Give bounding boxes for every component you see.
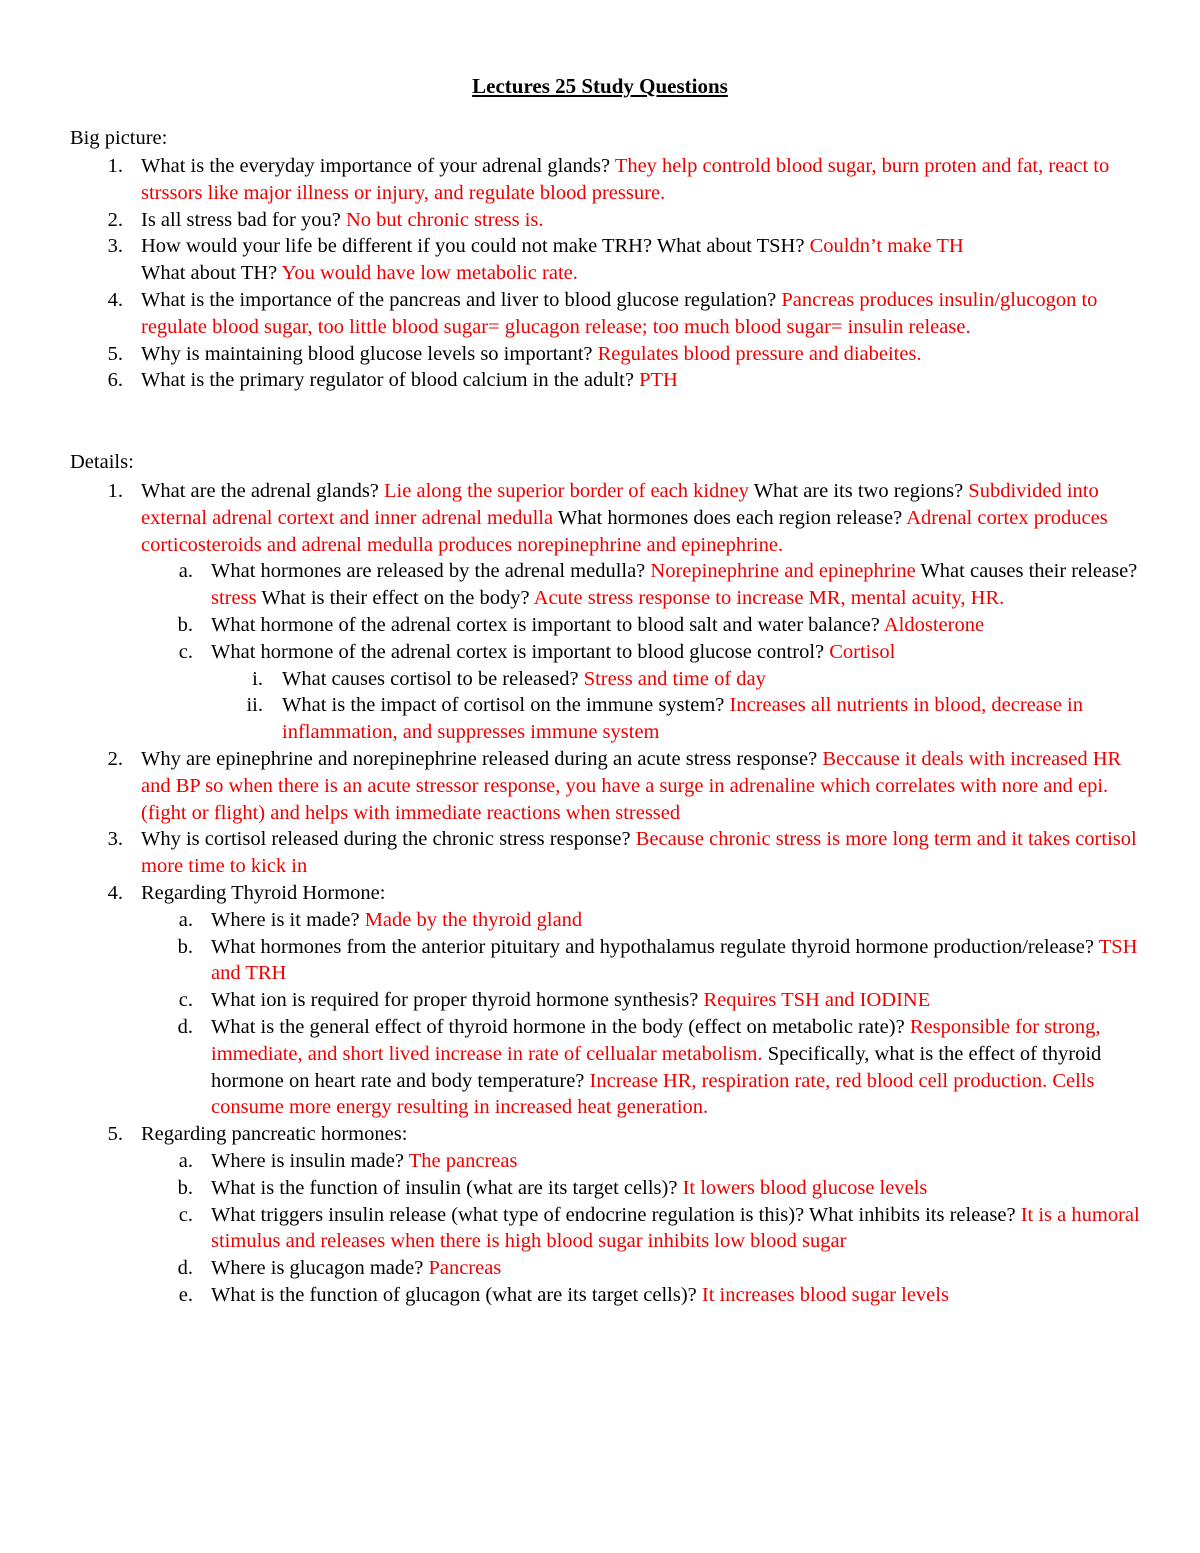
question-text: What triggers insulin release (what type of endocrine regulation is this)? What inhibits its release? [211, 1203, 1016, 1226]
big-picture-list [0, 153, 1200, 394]
answer-text: Lie along the superior border of each kidney [384, 480, 749, 502]
answer-text: Acute stress response to increase MR, mental acuity, HR. [533, 587, 1005, 610]
list-marker: 3. [107, 828, 123, 851]
question-text: What is the general effect of thyroid hormone in the body (effect on metabolic rate)? [211, 1015, 905, 1038]
list-marker: 2. [107, 747, 123, 770]
answer-text: It lowers blood glucose levels [682, 1176, 928, 1199]
list-item [0, 1148, 1200, 1175]
list-marker: d. [177, 1015, 193, 1038]
answer-text: Stress and time of day [583, 667, 766, 690]
details-heading: Details: [70, 451, 134, 473]
list-marker: 6. [107, 369, 123, 392]
question-text: What are its two regions? [753, 480, 964, 502]
list-item [0, 1202, 1200, 1256]
list-marker: i. [252, 667, 263, 690]
question-text: What is the function of insulin (what are its target cells)? [211, 1176, 678, 1199]
list-item [0, 1175, 1200, 1202]
question-text: What is the primary regulator of blood calcium in the adult? [141, 369, 634, 392]
question-text: What is the everyday importance of your adrenal glands? [141, 155, 611, 177]
question-text: Is all stress bad for you? [141, 208, 341, 231]
question-text: Specifically, what is the effect of thyroid hormone on heart rate and body temperature? [211, 1042, 1102, 1092]
list-marker: a. [178, 1149, 193, 1172]
list-item [0, 1014, 1200, 1121]
list-marker: e. [178, 1283, 193, 1306]
answer-text: Requires TSH and IODINE [703, 989, 931, 1012]
big-picture-heading: Big picture: [70, 127, 168, 149]
question-text: What hormones are released by the adrenal medulla? [211, 560, 646, 583]
list-marker: 4. [107, 288, 123, 311]
answer-text: Responsible for strong, immediate, and short lived increase in rate of cellualar metabolism. [211, 1015, 1101, 1065]
list-item [0, 558, 1200, 612]
list-marker: b. [177, 613, 193, 636]
answer-text: You would have low metabolic rate. [281, 262, 578, 285]
question-text: What hormone of the adrenal cortex is important to blood salt and water balance? [211, 613, 880, 636]
answer-text: Subdivided into external adrenal cortext and inner adrenal medulla [141, 480, 1099, 529]
list-marker: 4. [107, 881, 123, 904]
answer-text: Pancreas [428, 1257, 502, 1280]
list-item [0, 287, 1200, 341]
answer-text: Regulates blood pressure and diabeites. [597, 342, 922, 365]
list-marker: a. [178, 560, 193, 583]
question-text: Regarding Thyroid Hormone: [141, 881, 386, 904]
question-text: Why is maintaining blood glucose levels so important? [141, 342, 593, 365]
question-text: What is the impact of cortisol on the immune system? [282, 694, 725, 717]
list-marker: ii. [246, 694, 263, 717]
question-text: What causes cortisol to be released? [282, 667, 579, 690]
list-marker: c. [178, 640, 193, 663]
list-marker: b. [177, 935, 193, 958]
document-title: Lectures 25 Study Questions [472, 74, 728, 98]
question-text: What ion is required for proper thyroid hormone synthesis? [211, 989, 699, 1012]
list-marker: 3. [107, 235, 123, 258]
answer-text: Aldosterone [883, 613, 985, 636]
list-item [0, 367, 1200, 394]
list-marker: b. [177, 1176, 193, 1199]
answer-text: The pancreas [408, 1149, 518, 1172]
list-marker: a. [178, 908, 193, 931]
answer-text: Beccause it deals with increased HR and BP so when there is an acute stressor response, you have a surge in adrenaline which correlates with nore and epi. (fight or flight) and helps with immediate reactions when stressed [141, 747, 1122, 824]
answer-text: Pancreas produces insulin/glucogon to regulate blood sugar, too little blood sugar= glucagon release; too much blood sugar= insulin release. [141, 288, 1098, 338]
question-text: Regarding pancreatic hormones: [141, 1123, 408, 1146]
answer-text: Cortisol [829, 640, 896, 663]
question-text: What hormones does each region release? [557, 506, 903, 529]
answer-text: No but chronic stress is. [345, 208, 544, 231]
details-list [0, 478, 1200, 1309]
answer-text: Couldn’t make TH [809, 235, 964, 258]
list-marker: c. [178, 989, 193, 1012]
question-text: Where is it made? [211, 908, 360, 931]
question-text: What are the adrenal glands? [141, 480, 379, 502]
answer-text: It increases blood sugar levels [701, 1283, 949, 1306]
question-text: What is the function of glucagon (what are its target cells)? [211, 1283, 697, 1306]
answer-text: TSH and TRH [211, 935, 1138, 985]
answer-text: Because chronic stress is more long term and it takes cortisol more time to kick in [141, 828, 1137, 878]
list-item [0, 233, 1200, 287]
question-text: How would your life be different if you could not make TRH? What about TSH? [141, 235, 805, 258]
list-item [0, 880, 1200, 907]
list-marker: 5. [107, 1123, 123, 1146]
list-item [0, 987, 1200, 1014]
list-marker: 1. [107, 480, 123, 502]
list-marker: 5. [107, 342, 123, 365]
list-marker: c. [178, 1203, 193, 1226]
list-item [0, 478, 1200, 558]
question-text: What is their effect on the body? [261, 587, 530, 610]
list-item [0, 207, 1200, 234]
answer-text: Increase HR, respiration rate, red blood cell production. Cells consume more energy resulting in increased heat generation. [211, 1069, 1095, 1119]
answer-text: Norepinephrine and epinephrine [650, 560, 916, 583]
answer-text: Made by the thyroid gland [364, 908, 583, 931]
list-item [0, 907, 1200, 934]
list-item [0, 1121, 1200, 1148]
list-item [0, 934, 1200, 988]
question-text: What hormones from the anterior pituitary and hypothalamus regulate thyroid hormone production/release? [211, 935, 1094, 958]
question-text: What is the importance of the pancreas and liver to blood glucose regulation? [141, 288, 777, 311]
question-text: Why are epinephrine and norepinephrine released during an acute stress response? [141, 747, 818, 770]
question-text: What about TH? [141, 262, 278, 285]
list-item [0, 153, 1200, 207]
list-item [0, 1255, 1200, 1282]
list-item [0, 341, 1200, 368]
question-text: What hormone of the adrenal cortex is important to blood glucose control? [211, 640, 825, 663]
list-item [0, 639, 1200, 666]
list-marker: 2. [107, 208, 123, 231]
list-item [0, 692, 1200, 746]
answer-text: Increases all nutrients in blood, decrease in inflammation, and suppresses immune system [282, 694, 1083, 744]
answer-text: It is a humoral stimulus and releases when there is high blood sugar inhibits low blood sugar [211, 1203, 1140, 1253]
answer-text: stress [211, 587, 257, 610]
list-marker: 1. [107, 155, 123, 177]
question-text: Where is glucagon made? [211, 1257, 424, 1280]
list-item [0, 666, 1200, 693]
question-text: Why is cortisol released during the chronic stress response? [141, 828, 631, 851]
question-text: What causes their release? [920, 560, 1138, 583]
list-item [0, 612, 1200, 639]
answer-text: They help controld blood sugar, burn proten and fat, react to strssors like major illness or injury, and regulate blood pressure. [141, 155, 1110, 204]
list-item [0, 826, 1200, 880]
question-text: Where is insulin made? [211, 1149, 404, 1172]
list-item [0, 1282, 1200, 1309]
answer-text: Adrenal cortex produces corticosteroids and adrenal medulla produces norepinephrine and epinephrine. [141, 506, 1108, 556]
list-marker: d. [177, 1257, 193, 1280]
list-item [0, 746, 1200, 826]
answer-text: PTH [639, 369, 678, 392]
